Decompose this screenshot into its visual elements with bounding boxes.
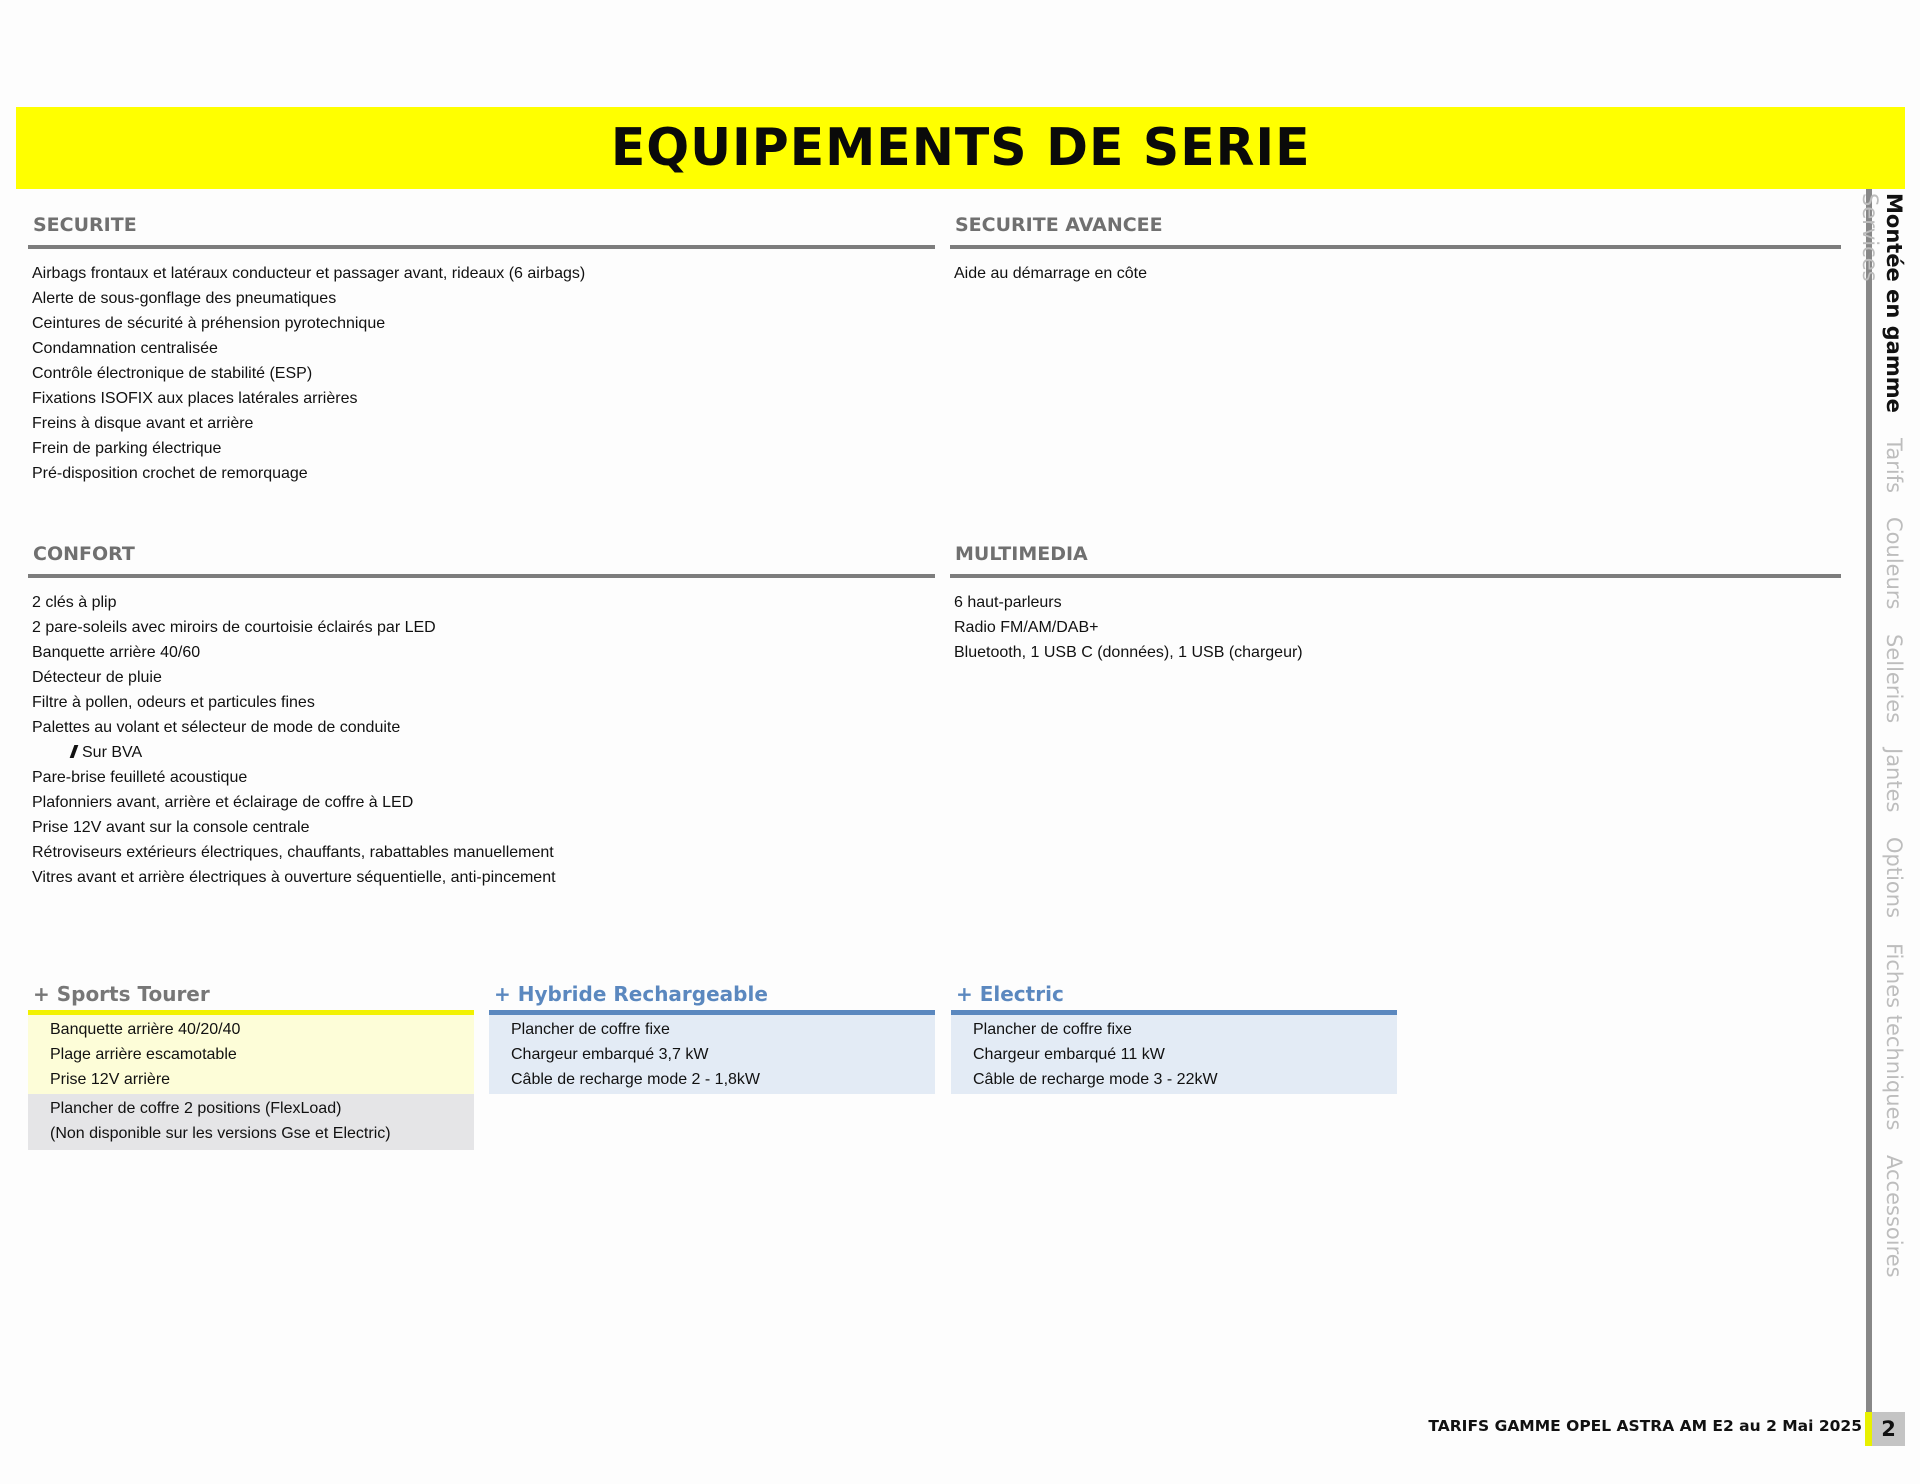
variant-heading: + Electric xyxy=(956,982,1064,1006)
list-item: Airbags frontaux et latéraux conducteur et passager avant, rideaux (6 airbags) xyxy=(32,265,586,282)
list-item: Chargeur embarqué 11 kW xyxy=(973,1046,1165,1063)
side-nav-item-couleurs[interactable]: Couleurs xyxy=(1882,517,1906,610)
feature-list xyxy=(28,261,935,486)
side-nav-item-selleries[interactable]: Selleries xyxy=(1882,634,1906,724)
side-nav-item-accessoires[interactable]: Accessoires xyxy=(1882,1155,1906,1278)
list-item: Plafonniers avant, arrière et éclairage de coffre à LED xyxy=(32,794,414,811)
variant-feature-list xyxy=(28,1015,474,1094)
list-item: Prise 12V arrière xyxy=(50,1071,171,1088)
footer-caption: TARIFS GAMME OPEL ASTRA AM E2 au 2 Mai 2025 xyxy=(1428,1417,1862,1435)
list-item: Frein de parking électrique xyxy=(32,440,222,457)
section-divider xyxy=(950,245,1841,249)
list-item: Plage arrière escamotable xyxy=(50,1046,237,1063)
list-item: Freins à disque avant et arrière xyxy=(32,415,254,432)
list-item: Plancher de coffre fixe xyxy=(511,1021,670,1038)
page-title: EQUIPEMENTS DE SERIE xyxy=(610,118,1311,178)
feature-list xyxy=(950,590,1841,665)
side-nav-item-jantes[interactable]: Jantes xyxy=(1882,748,1906,813)
list-item: 6 haut-parleurs xyxy=(954,594,1062,611)
list-item: Ceintures de sécurité à préhension pyrotechnique xyxy=(32,315,386,332)
list-item: Câble de recharge mode 2 - 1,8kW xyxy=(511,1071,761,1088)
list-item: Aide au démarrage en côte xyxy=(954,265,1148,282)
side-nav xyxy=(1858,193,1906,1373)
section-divider xyxy=(28,245,935,249)
list-item: Alerte de sous-gonflage des pneumatiques xyxy=(32,290,337,307)
subitem-label: Sur BVA xyxy=(82,744,143,761)
list-item: Bluetooth, 1 USB C (données), 1 USB (chargeur) xyxy=(954,644,1303,661)
section-heading: CONFORT xyxy=(33,543,135,565)
list-item: Banquette arrière 40/20/40 xyxy=(50,1021,241,1038)
variant-feature-list xyxy=(951,1015,1397,1094)
list-item: Fixations ISOFIX aux places latérales arrières xyxy=(32,390,358,407)
list-item: Radio FM/AM/DAB+ xyxy=(954,619,1099,636)
title-band xyxy=(16,107,1905,189)
list-item: (Non disponible sur les versions Gse et Electric) xyxy=(50,1125,391,1142)
variant-extra-list xyxy=(28,1094,474,1150)
variant-hybride-rechargeable xyxy=(489,978,935,1094)
side-nav-rail xyxy=(1866,189,1872,1412)
section-heading: SECURITE AVANCEE xyxy=(955,214,1163,236)
list-item: Plancher de coffre 2 positions (FlexLoad) xyxy=(50,1100,342,1117)
list-item: Condamnation centralisée xyxy=(32,340,218,357)
variant-heading: + Hybride Rechargeable xyxy=(494,982,768,1006)
list-item: Palettes au volant et sélecteur de mode de conduite xyxy=(32,719,401,736)
page-number-accent xyxy=(1865,1412,1872,1446)
list-item: Câble de recharge mode 3 - 22kW xyxy=(973,1071,1218,1088)
side-nav-item-options[interactable]: Options xyxy=(1882,837,1906,919)
slash-marker-icon xyxy=(70,745,79,758)
list-item: Prise 12V avant sur la console centrale xyxy=(32,819,310,836)
side-nav-item-services[interactable]: Services xyxy=(1858,193,1882,282)
list-item: Banquette arrière 40/60 xyxy=(32,644,201,661)
list-item: Pré-disposition crochet de remorquage xyxy=(32,465,308,482)
section-confort xyxy=(28,538,935,890)
section-securite-avancee xyxy=(950,209,1841,286)
page-number: 2 xyxy=(1872,1412,1905,1446)
list-item: Rétroviseurs extérieurs électriques, chauffants, rabattables manuellement xyxy=(32,844,554,861)
section-divider xyxy=(28,574,935,578)
section-heading: SECURITE xyxy=(33,214,137,236)
list-item: Filtre à pollen, odeurs et particules fines xyxy=(32,694,315,711)
list-item: Détecteur de pluie xyxy=(32,669,162,686)
variant-sports-tourer xyxy=(28,978,474,1150)
variant-heading: + Sports Tourer xyxy=(33,982,210,1006)
list-item: Chargeur embarqué 3,7 kW xyxy=(511,1046,709,1063)
variant-feature-list xyxy=(489,1015,935,1094)
section-divider xyxy=(950,574,1841,578)
list-subitem xyxy=(28,740,935,765)
list-item: Pare-brise feuilleté acoustique xyxy=(32,769,248,786)
section-securite xyxy=(28,209,935,486)
variant-electric xyxy=(951,978,1397,1094)
side-nav-item-fiches-techniques[interactable]: Fiches techniques xyxy=(1882,943,1906,1131)
page-number-badge xyxy=(1865,1412,1905,1446)
section-heading: MULTIMEDIA xyxy=(955,543,1088,565)
list-item: 2 pare-soleils avec miroirs de courtoisie éclairés par LED xyxy=(32,619,436,636)
side-nav-item-montee-en-gamme[interactable]: Montée en gamme xyxy=(1882,193,1906,413)
list-item: Contrôle électronique de stabilité (ESP) xyxy=(32,365,313,382)
section-multimedia xyxy=(950,538,1841,665)
list-item: Vitres avant et arrière électriques à ouverture séquentielle, anti-pincement xyxy=(32,869,556,886)
feature-list xyxy=(950,261,1841,286)
list-item: Plancher de coffre fixe xyxy=(973,1021,1132,1038)
feature-list xyxy=(28,590,935,890)
side-nav-item-tarifs[interactable]: Tarifs xyxy=(1882,437,1906,493)
list-item: 2 clés à plip xyxy=(32,594,117,611)
